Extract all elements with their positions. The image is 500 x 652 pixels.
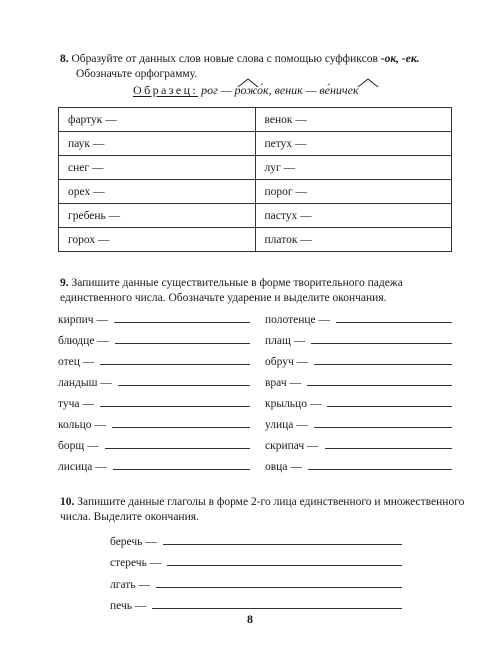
words-table xyxy=(58,107,452,252)
word-label: лгать — xyxy=(110,578,150,591)
table-cell[interactable]: снег — xyxy=(59,156,256,180)
answer-line[interactable] xyxy=(152,608,402,609)
answer-line[interactable] xyxy=(115,343,250,344)
table-cell[interactable]: платок — xyxy=(255,228,452,252)
answer-row xyxy=(58,347,250,368)
word-label: овца — xyxy=(265,461,302,473)
sample-label: Образец: xyxy=(133,83,199,97)
task-9-instruction xyxy=(60,276,470,306)
word-label: кольцо — xyxy=(58,419,106,431)
table-cell[interactable]: фартук — xyxy=(59,108,256,132)
table-row xyxy=(59,108,452,132)
answer-line[interactable] xyxy=(113,469,250,470)
table-row xyxy=(59,204,452,228)
answer-column-left xyxy=(58,305,250,473)
word-label: беречь — xyxy=(110,535,157,548)
word-label: кирпич — xyxy=(58,314,108,326)
answer-column-verbs xyxy=(110,526,402,612)
table-row xyxy=(59,180,452,204)
answer-row xyxy=(265,305,452,326)
word-label: крыльцо — xyxy=(265,398,322,410)
task-suffixes: -ок, -ек. xyxy=(380,53,420,65)
answer-row xyxy=(265,410,452,431)
answer-row xyxy=(58,326,250,347)
orthogram-arc-icon xyxy=(237,78,259,88)
word-label: туча — xyxy=(58,398,94,410)
answer-row xyxy=(265,368,452,389)
task-text-2: Обозначьте орфограмму. xyxy=(76,68,198,80)
task-number: 9. xyxy=(60,277,69,289)
word-label: стеречь — xyxy=(110,557,162,569)
task-text: Запишите данные глаголы в форме 2-го лица единственного и множественного числа. Выделите окончания. xyxy=(60,496,465,523)
table-cell[interactable]: горох — xyxy=(59,228,256,252)
answer-line[interactable] xyxy=(100,406,250,407)
answer-column-right xyxy=(265,305,452,473)
answer-line[interactable] xyxy=(156,587,402,588)
word-label: обруч — xyxy=(265,356,309,368)
answer-line[interactable] xyxy=(100,364,250,365)
task-text: Образуйте от данных слов новые слова с помощью суффиксов xyxy=(71,53,378,65)
table-cell[interactable]: гребень — xyxy=(59,204,256,228)
table-cell[interactable]: паук — xyxy=(59,132,256,156)
answer-row xyxy=(58,368,250,389)
table-cell[interactable]: порог — xyxy=(255,180,452,204)
answer-row xyxy=(265,326,452,347)
word-label: плащ — xyxy=(265,335,306,347)
answer-line[interactable] xyxy=(308,469,452,470)
answer-line[interactable] xyxy=(114,322,250,323)
answer-line[interactable] xyxy=(163,544,402,545)
table-row xyxy=(59,228,452,252)
answer-line[interactable] xyxy=(167,565,402,566)
page-number: 8 xyxy=(247,612,253,626)
task-10-instruction xyxy=(60,495,470,525)
table-row xyxy=(59,156,452,180)
task-8-instruction xyxy=(60,52,470,82)
answer-line[interactable] xyxy=(307,385,452,386)
answer-line[interactable] xyxy=(112,427,250,428)
task-number: 10. xyxy=(60,496,75,508)
table-cell[interactable]: петух — xyxy=(255,132,452,156)
answer-row xyxy=(110,569,402,591)
answer-row xyxy=(110,548,402,570)
answer-row xyxy=(58,389,250,410)
word-label: лисица — xyxy=(58,461,107,473)
task-text: Запишите данные существительные в форме творительного падежа единственного числа. Обозначьте ударение и выделите окончания. xyxy=(60,277,403,304)
answer-line[interactable] xyxy=(105,448,250,449)
word-label: скрипач — xyxy=(265,440,319,452)
table-cell[interactable]: венок — xyxy=(255,108,452,132)
sample-text: рог — рожо́к, веник — ве́ничек xyxy=(201,83,359,97)
table-row xyxy=(59,132,452,156)
answer-line[interactable] xyxy=(118,385,250,386)
table-cell[interactable]: орех — xyxy=(59,180,256,204)
word-label: отец — xyxy=(58,356,95,368)
answer-row xyxy=(58,305,250,326)
table-cell[interactable]: луг — xyxy=(255,156,452,180)
answer-row xyxy=(110,591,402,613)
answer-row xyxy=(265,452,452,473)
orthogram-arc-icon xyxy=(357,78,379,88)
answer-row xyxy=(58,431,250,452)
answer-row xyxy=(58,410,250,431)
answer-line[interactable] xyxy=(314,427,452,428)
answer-line[interactable] xyxy=(336,322,452,323)
answer-line[interactable] xyxy=(311,343,452,344)
answer-row xyxy=(110,526,402,548)
answer-row xyxy=(265,389,452,410)
answer-row xyxy=(265,431,452,452)
word-label: врач — xyxy=(265,377,301,389)
word-label: улица — xyxy=(265,419,308,431)
word-label: печь — xyxy=(110,600,147,612)
word-label: борщ — xyxy=(58,440,99,452)
word-label: блюдце — xyxy=(58,335,109,347)
table-cell[interactable]: пастух — xyxy=(255,204,452,228)
answer-line[interactable] xyxy=(327,406,452,407)
answer-line[interactable] xyxy=(314,364,452,365)
answer-line[interactable] xyxy=(325,448,452,449)
word-label: полотенце — xyxy=(265,314,331,326)
word-label: ландыш — xyxy=(58,377,112,389)
answer-row xyxy=(58,452,250,473)
answer-row xyxy=(265,347,452,368)
task-number: 8. xyxy=(60,53,69,65)
